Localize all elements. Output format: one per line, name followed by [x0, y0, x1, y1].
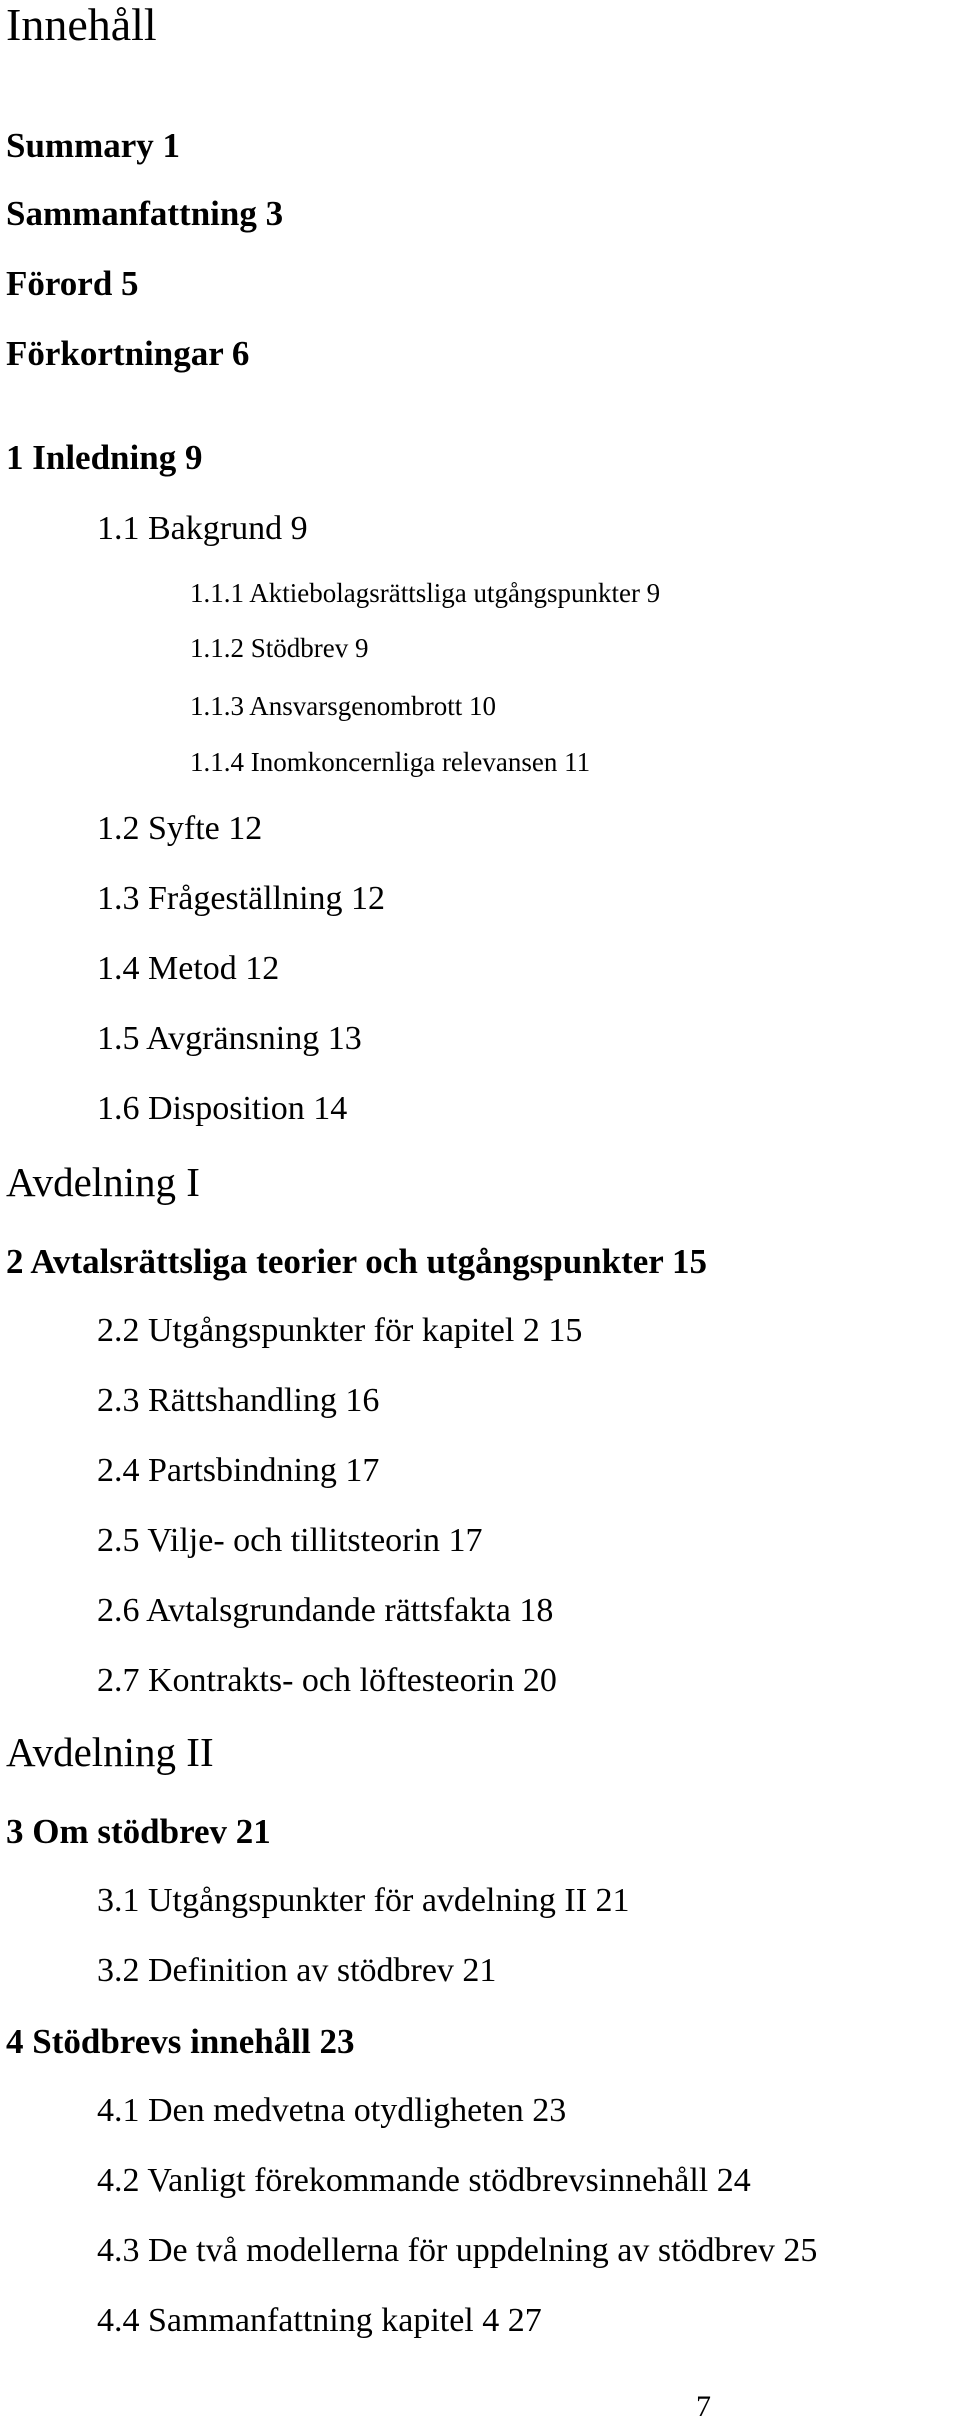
- toc-entry-summary[interactable]: Summary 1: [6, 126, 181, 165]
- toc-section-4-3[interactable]: 4.3 De två modellerna för uppdelning av stödbrev 25: [97, 2232, 818, 2269]
- toc-title: Innehåll: [6, 0, 157, 50]
- toc-entry-forord[interactable]: Förord 5: [6, 264, 139, 303]
- toc-part-2[interactable]: Avdelning II: [6, 1729, 214, 1775]
- toc-section-1-5[interactable]: 1.5 Avgränsning 13: [97, 1020, 362, 1057]
- toc-chapter-2[interactable]: 2 Avtalsrättsliga teorier och utgångspunkter 15: [6, 1242, 707, 1281]
- toc-section-3-1[interactable]: 3.1 Utgångspunkter för avdelning II 21: [97, 1882, 630, 1919]
- toc-section-4-1[interactable]: 4.1 Den medvetna otydligheten 23: [97, 2092, 567, 2129]
- toc-section-2-6[interactable]: 2.6 Avtalsgrundande rättsfakta 18: [97, 1592, 554, 1629]
- toc-section-1-6[interactable]: 1.6 Disposition 14: [97, 1090, 348, 1127]
- toc-section-4-4[interactable]: 4.4 Sammanfattning kapitel 4 27: [97, 2302, 542, 2339]
- toc-chapter-3[interactable]: 3 Om stödbrev 21: [6, 1812, 271, 1851]
- toc-chapter-4[interactable]: 4 Stödbrevs innehåll 23: [6, 2022, 355, 2061]
- toc-subsection-1-1-1[interactable]: 1.1.1 Aktiebolagsrättsliga utgångspunkter 9: [190, 578, 661, 608]
- toc-section-2-7[interactable]: 2.7 Kontrakts- och löftesteorin 20: [97, 1662, 557, 1699]
- toc-subsection-1-1-3[interactable]: 1.1.3 Ansvarsgenombrott 10: [190, 691, 496, 721]
- toc-section-1-2[interactable]: 1.2 Syfte 12: [97, 810, 263, 847]
- toc-section-2-2[interactable]: 2.2 Utgångspunkter för kapitel 2 15: [97, 1312, 583, 1349]
- toc-section-4-2[interactable]: 4.2 Vanligt förekommande stödbrevsinnehåll 24: [97, 2162, 751, 2199]
- toc-part-1[interactable]: Avdelning I: [6, 1159, 200, 1205]
- toc-entry-sammanfattning[interactable]: Sammanfattning 3: [6, 194, 284, 233]
- toc-section-3-2[interactable]: 3.2 Definition av stödbrev 21: [97, 1952, 497, 1989]
- toc-subsection-1-1-2[interactable]: 1.1.2 Stödbrev 9: [190, 633, 369, 663]
- toc-section-1-3[interactable]: 1.3 Frågeställning 12: [97, 880, 386, 917]
- toc-section-2-3[interactable]: 2.3 Rättshandling 16: [97, 1382, 380, 1419]
- toc-section-1-1[interactable]: 1.1 Bakgrund 9: [97, 510, 308, 547]
- toc-section-2-5[interactable]: 2.5 Vilje- och tillitsteorin 17: [97, 1522, 483, 1559]
- toc-section-2-4[interactable]: 2.4 Partsbindning 17: [97, 1452, 380, 1489]
- toc-entry-forkortningar[interactable]: Förkortningar 6: [6, 334, 250, 373]
- toc-chapter-1[interactable]: 1 Inledning 9: [6, 438, 203, 477]
- toc-subsection-1-1-4[interactable]: 1.1.4 Inomkoncernliga relevansen 11: [190, 747, 591, 777]
- toc-section-1-4[interactable]: 1.4 Metod 12: [97, 950, 280, 987]
- page-number: 7: [696, 2390, 711, 2423]
